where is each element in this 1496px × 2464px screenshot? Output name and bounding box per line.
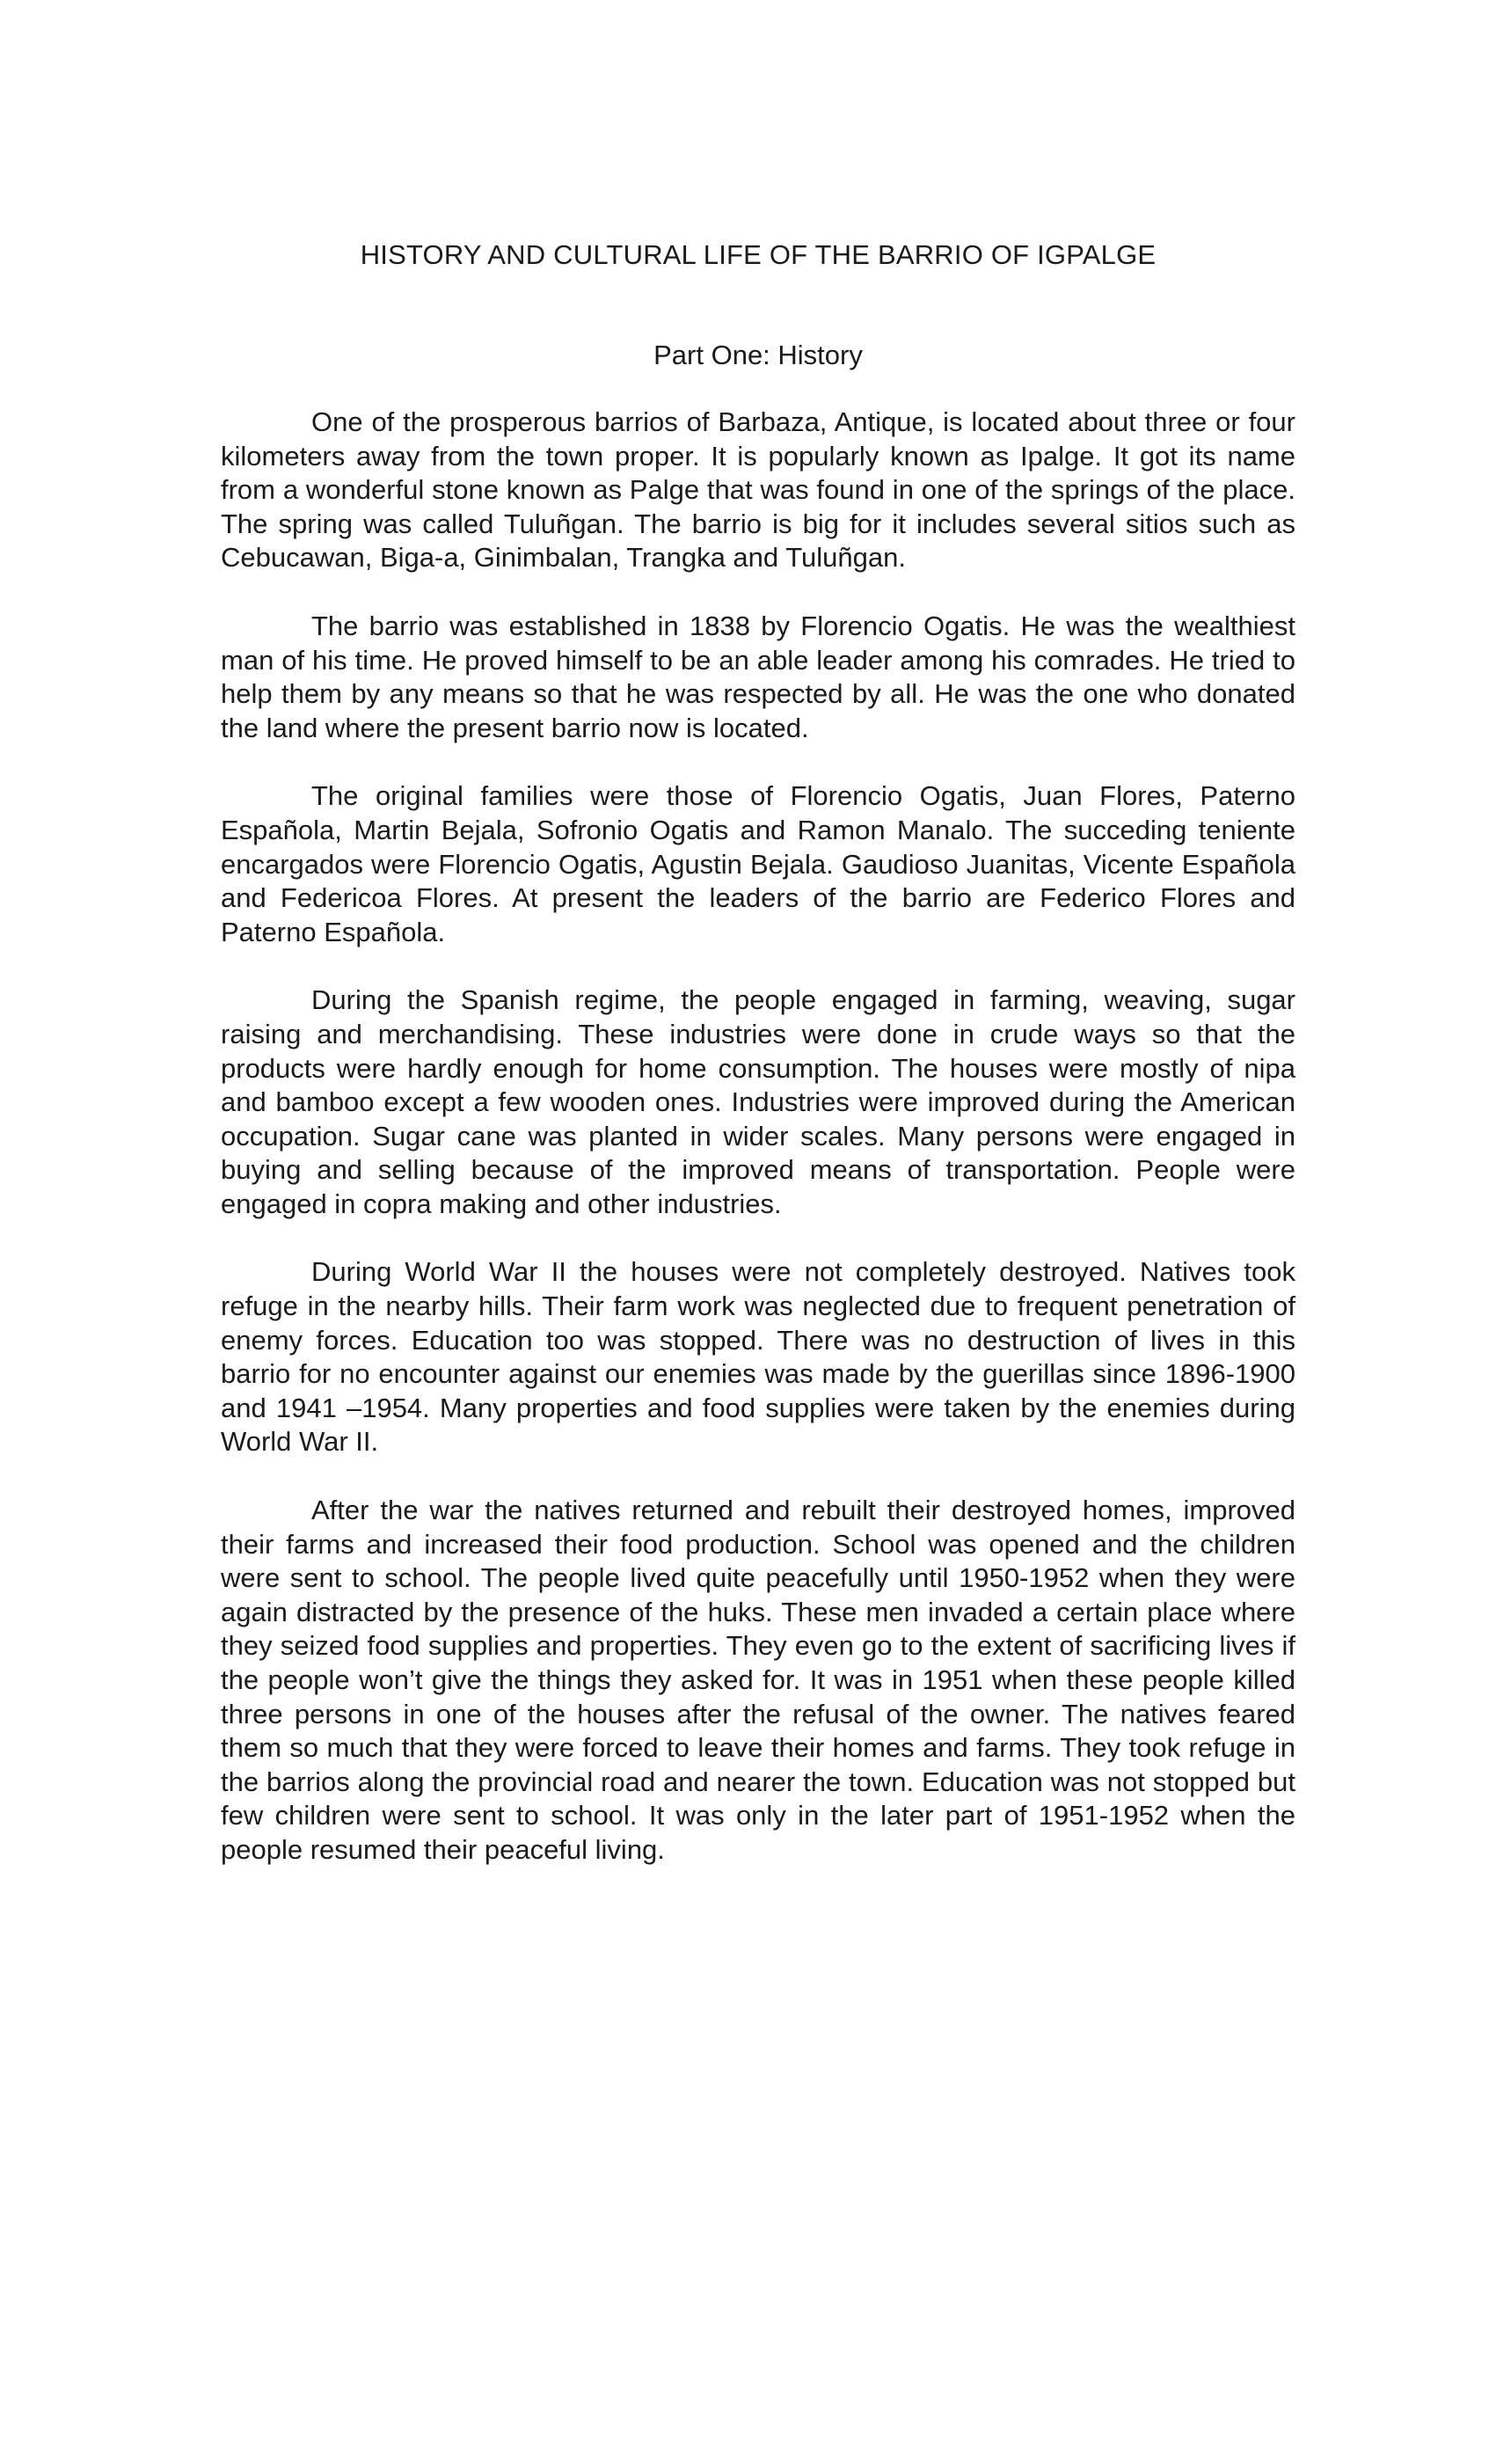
section-heading: Part One: History — [653, 340, 863, 370]
paragraph: The barrio was established in 1838 by Florencio Ogatis. He was the wealthiest man of his time. He proved himself to be an able leader among his comrades. He tried to help them by any means so that he was respected by all. He was the one who donated the land where the present barrio now is located. — [221, 610, 1295, 743]
paragraph: One of the prosperous barrios of Barbaza, Antique, is located about three or four kilometers away from the town proper. It is popularly known as Ipalge. It got its name from a wonderful stone known as Palge that was found in one of the springs of the place. The spring was called Tuluñgan. The barrio is big for it includes several sitios such as Cebucawan, Biga-a, Ginimbalan, Trangka and Tuluñgan. — [221, 406, 1295, 574]
document-body — [221, 406, 1295, 1868]
paragraph: The original families were those of Florencio Ogatis, Juan Flores, Paterno Española, Martin Bejala, Sofronio Ogatis and Ramon Manalo. The succeding teniente encargados were Florencio Ogatis, Agustin Bejala. Gaudioso Juanitas, Vicente Española and Federicoa Flores. At present the leaders of the barrio are Federico Flores and Paterno Española. — [221, 780, 1295, 947]
paragraph: After the war the natives returned and rebuilt their destroyed homes, improved their farms and increased their food production. School was opened and the children were sent to school. The people lived quite peacefully until 1950-1952 when they were again distracted by the presence of the huks. These men invaded a certain place where they seized food supplies and properties. They even go to the extent of sacrificing lives if the people won’t give the things they asked for. It was in 1951 when these people killed three persons in one of the houses after the refusal of the owner. The natives feared them so much that they were forced to leave their homes and farms. They took refuge in the barrios along the provincial road and nearer the town. Education was not stopped but few children were sent to school. It was only in the later part of 1951-1952 when the people resumed their peaceful living. — [221, 1495, 1295, 1865]
document-title: HISTORY AND CULTURAL LIFE OF THE BARRIO OF IGPALGE — [360, 239, 1157, 270]
paragraph: During World War II the houses were not completely destroyed. Natives took refuge in the nearby hills. Their farm work was neglected due to frequent penetration of enemy forces. Education too was stopped. There was no destruction of lives in this barrio for no encounter against our enemies was made by the guerillas since 1896-1900 and 1941 –1954. Many properties and food supplies were taken by the enemies during World War II. — [221, 1256, 1295, 1458]
paragraph: During the Spanish regime, the people engaged in farming, weaving, sugar raising and merchandising. These industries were done in crude ways so that the products were hardly enough for home consumption. The houses were mostly of nipa and bamboo except a few wooden ones. Industries were improved during the American occupation. Sugar cane was planted in wider scales. Many persons were engaged in buying and selling because of the improved means of transportation. People were engaged in copra making and other industries. — [221, 984, 1295, 1219]
document-page — [221, 238, 1295, 1902]
